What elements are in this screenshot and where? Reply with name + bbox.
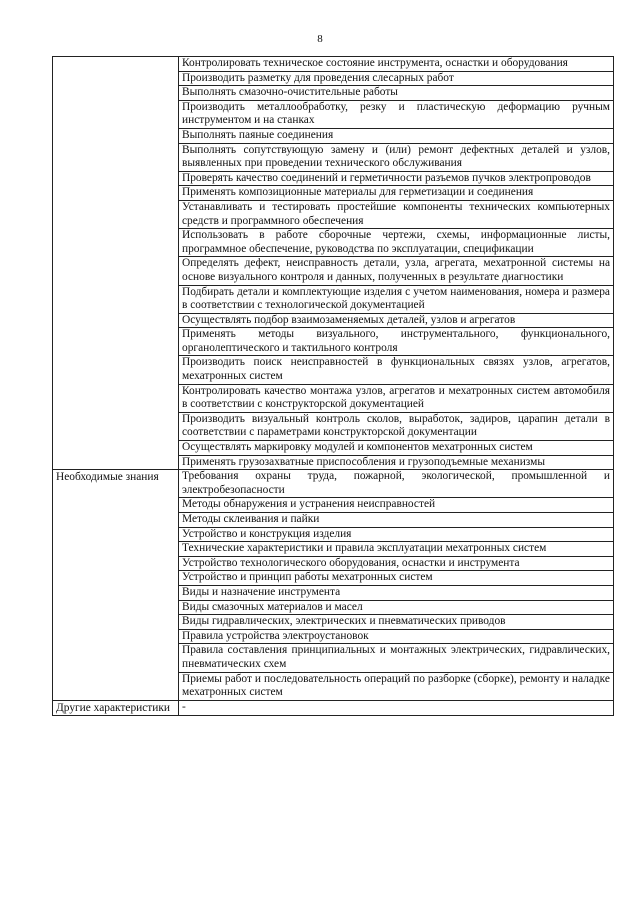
requirement-item: Использовать в работе сборочные чертежи, схемы, информационные листы, программное обеспечение, руководства по эксплуатации, спецификации (179, 229, 614, 257)
section-label-cell (53, 470, 179, 701)
requirement-item: Технические характеристики и правила эксплуатации мехатронных систем (179, 542, 614, 557)
requirement-item: Методы обнаружения и устранения неисправностей (179, 498, 614, 513)
requirement-item: - (179, 700, 614, 716)
requirement-item: Контролировать качество монтажа узлов, агрегатов и мехатронных систем автомобиля в соответствии с конструкторской документацией (179, 384, 614, 412)
section-label (56, 57, 175, 58)
requirement-item: Осуществлять маркировку модулей и компонентов мехатронных систем (179, 441, 614, 456)
requirement-item: Виды смазочных материалов и масел (179, 600, 614, 615)
requirement-item: Устройство и конструкция изделия (179, 527, 614, 542)
section-label-cell (53, 57, 179, 470)
requirement-item: Методы склеивания и пайки (179, 513, 614, 528)
requirement-item: Виды и назначение инструмента (179, 585, 614, 600)
section-label: Необходимые знания (56, 471, 159, 484)
requirement-item: Осуществлять подбор взаимозаменяемых деталей, узлов и агрегатов (179, 313, 614, 328)
requirement-item: Применять методы визуального, инструментального, функционального, органолептического и тактильного контроля (179, 328, 614, 356)
requirement-item: Проверять качество соединений и герметичности разъемов пучков электропроводов (179, 171, 614, 186)
section-label: Другие характеристики (56, 701, 171, 714)
table-row (53, 700, 614, 716)
requirement-item: Виды гидравлических, электрических и пневматических приводов (179, 615, 614, 630)
requirement-item: Устройство и принцип работы мехатронных систем (179, 571, 614, 586)
requirement-item: Выполнять сопутствующую замену и (или) ремонт дефектных деталей и узлов, выявленных при проведении технического обслуживания (179, 143, 614, 171)
requirement-item: Производить разметку для проведения слесарных работ (179, 71, 614, 86)
requirement-item: Правила устройства электроустановок (179, 629, 614, 644)
table-row (53, 470, 614, 498)
requirement-item: Требования охраны труда, пожарной, экологической, промышленной и электробезопасности (179, 470, 614, 498)
requirement-item: Подбирать детали и комплектующие изделия с учетом наименования, номера и размера в соответствии с технологической документацией (179, 285, 614, 313)
requirement-item: Производить металлообработку, резку и пластическую деформацию ручным инструментом и на станках (179, 100, 614, 128)
requirement-item: Устройство технологического оборудования, оснастки и инструмента (179, 556, 614, 571)
page-number: 8 (317, 33, 323, 45)
table-row (53, 57, 614, 72)
section-label-cell (53, 700, 179, 716)
table-body (53, 57, 614, 716)
requirement-item: Производить поиск неисправностей в функциональных связях узлов, агрегатов, мехатронных систем (179, 356, 614, 384)
competency-table (52, 56, 614, 716)
requirement-item: Выполнять паяные соединения (179, 128, 614, 143)
requirement-item: Применять грузозахватные приспособления и грузоподъемные механизмы (179, 455, 614, 470)
requirement-item: Устанавливать и тестировать простейшие компоненты технических компьютерных средств и программного обеспечения (179, 200, 614, 228)
requirement-item: Правила составления принципиальных и монтажных электрических, гидравлических, пневматических схем (179, 644, 614, 672)
requirement-item: Определять дефект, неисправность детали, узла, агрегата, мехатронной системы на основе визуального контроля и данных, полученных в результате диагностики (179, 257, 614, 285)
requirement-item: Применять композиционные материалы для герметизации и соединения (179, 186, 614, 201)
requirement-item: Производить визуальный контроль сколов, выработок, задиров, царапин детали в соответствии с параметрами конструкторской документации (179, 412, 614, 440)
requirement-item: Выполнять смазочно-очистительные работы (179, 86, 614, 101)
requirement-item: Контролировать техническое состояние инструмента, оснастки и оборудования (179, 57, 614, 72)
requirement-item: Приемы работ и последовательность операций по разборке (сборке), ремонту и наладке мехатронных систем (179, 672, 614, 700)
